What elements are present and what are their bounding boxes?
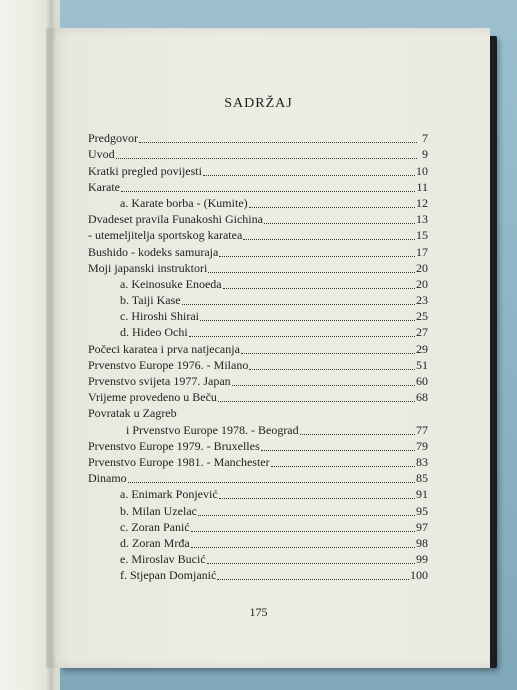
toc-entry-label: Povratak u Zagreb <box>88 406 177 421</box>
toc-leader-dots <box>232 376 415 386</box>
toc-leader-dots <box>217 570 409 580</box>
toc-entry-page: 7 <box>422 131 428 146</box>
toc-leader-dots <box>243 230 415 240</box>
toc-leader-dots <box>207 554 415 564</box>
toc-entry-label: Uvod <box>88 147 115 162</box>
toc-entry <box>88 211 428 227</box>
toc-entry-page: 11 <box>416 179 428 194</box>
toc-entry-page: 95 <box>416 503 428 518</box>
toc-entry-label: Karate <box>88 179 120 194</box>
toc-entry-label: Počeci karatea i prva natjecanja <box>88 341 240 356</box>
toc-entry-page: 85 <box>416 471 428 486</box>
toc-entry-page: 68 <box>416 390 428 405</box>
toc-leader-dots <box>218 392 415 402</box>
toc-entry-label: Vrijeme provedeno u Beču <box>88 390 217 405</box>
toc-leader-dots <box>189 327 415 337</box>
toc-leader-dots <box>191 522 415 532</box>
toc-entry-label: c. Zoran Panić <box>120 519 190 534</box>
toc-entry <box>88 162 428 178</box>
toc-entry-page: 99 <box>416 552 428 567</box>
toc-entry-page: 25 <box>416 309 428 324</box>
toc-entry <box>88 567 428 583</box>
toc-entry <box>88 260 428 276</box>
toc-entry <box>88 243 428 259</box>
toc-leader-dots <box>182 295 415 305</box>
toc-entry-label: Prvenstvo Europe 1979. - Bruxelles <box>88 438 260 453</box>
toc-entry <box>88 227 428 243</box>
toc-entry <box>88 130 428 146</box>
toc-leader-dots <box>200 311 415 321</box>
toc-entry-label: Predgovor <box>88 131 138 146</box>
toc-entry <box>88 470 428 486</box>
toc-leader-dots <box>191 538 415 548</box>
toc-entry <box>88 146 428 162</box>
toc-entry-page: 77 <box>416 422 428 437</box>
toc-entry-page: 97 <box>416 519 428 534</box>
toc-entry-label: Dinamo <box>88 471 127 486</box>
toc-entry <box>88 519 428 535</box>
toc-leader-dots <box>249 360 415 370</box>
toc-leader-dots <box>139 133 417 143</box>
toc-entry-label: Dvadeset pravila Funakoshi Gichina <box>88 212 263 227</box>
toc-entry <box>88 195 428 211</box>
toc-entry <box>88 502 428 518</box>
toc-entry <box>88 357 428 373</box>
toc-entry-page: 100 <box>410 568 428 583</box>
toc-entry-page: 79 <box>416 438 428 453</box>
toc-entry-page: 91 <box>416 487 428 502</box>
toc-entry-label: a. Keinosuke Enoeda <box>120 276 222 291</box>
toc-entry <box>88 551 428 567</box>
toc-entry-page: 17 <box>416 244 428 259</box>
toc-entry-label: Bushido - kodeks samuraja <box>88 244 219 259</box>
toc-leader-dots <box>208 263 415 273</box>
toc-entry-label: a. Enimark Ponjević <box>120 487 218 502</box>
toc-leader-dots <box>219 489 415 499</box>
toc-entry-page: 10 <box>416 163 428 178</box>
toc-entry-page: 29 <box>416 341 428 356</box>
toc-entry-page: 20 <box>416 276 428 291</box>
toc-leader-dots <box>219 247 415 257</box>
page-number: 175 <box>249 605 268 619</box>
toc-leader-dots <box>261 441 415 451</box>
toc-entry <box>88 454 428 470</box>
toc-entry-label: c. Hiroshi Shirai <box>120 309 199 324</box>
toc-entry-page: 12 <box>416 195 428 210</box>
toc-entry-page: 98 <box>416 535 428 550</box>
toc-entry <box>88 179 428 195</box>
toc-leader-dots <box>203 166 415 176</box>
page-title: SADRŽAJ <box>224 96 293 111</box>
toc-entry-page: 20 <box>416 260 428 275</box>
toc-entry-label: Moji japanski instruktori <box>88 260 208 275</box>
toc-entry <box>88 389 428 405</box>
toc-entry <box>88 438 428 454</box>
toc-entry-page: 60 <box>416 374 428 388</box>
toc-entry <box>88 405 428 421</box>
toc-entry <box>88 292 428 308</box>
toc-entry-page: 51 <box>416 357 428 372</box>
toc-leader-dots <box>249 198 415 208</box>
toc-entry-page: 9 <box>422 147 428 162</box>
toc-entry-label: i Prvenstvo Europe 1978. - Beograd <box>126 422 299 437</box>
toc-entry <box>88 324 428 340</box>
toc-entry-page: 23 <box>416 293 428 308</box>
toc-leader-dots <box>198 506 415 516</box>
toc-entry <box>88 373 428 389</box>
toc-entry-label: f. Stjepan Domjanić <box>120 568 217 583</box>
toc-entry <box>88 276 428 292</box>
toc-leader-dots <box>116 149 417 159</box>
toc-entry <box>88 308 428 324</box>
toc-entry-page: 13 <box>416 212 428 227</box>
table-of-contents <box>88 130 428 583</box>
toc-leader-dots <box>271 457 415 467</box>
toc-entry-label: Prvenstvo svijeta 1977. Japan <box>88 374 231 388</box>
toc-entry <box>88 421 428 437</box>
toc-entry-label: Prvenstvo Europe 1976. - Milano <box>88 357 249 372</box>
toc-entry-label: - utemeljitelja sportskog karatea <box>88 228 243 243</box>
toc-entry-label: d. Hideo Ochi <box>120 325 188 340</box>
toc-entry <box>88 486 428 502</box>
toc-leader-dots <box>223 279 415 289</box>
toc-entry-label: Prvenstvo Europe 1981. - Manchester <box>88 454 270 469</box>
toc-entry-label: d. Zoran Mrđa <box>120 535 190 550</box>
toc-leader-dots <box>121 182 415 192</box>
toc-entry-label: Kratki pregled povijesti <box>88 163 202 178</box>
toc-entry-page: 83 <box>416 454 428 469</box>
toc-entry-label: b. Taiji Kase <box>120 293 181 308</box>
toc-entry-label: a. Karate borba - (Kumite) <box>120 195 248 210</box>
toc-entry-label: e. Miroslav Bucić <box>120 552 206 567</box>
toc-leader-dots <box>264 214 415 224</box>
toc-entry-page: 27 <box>416 325 428 340</box>
toc-leader-dots <box>300 425 415 435</box>
toc-leader-dots <box>128 473 415 483</box>
toc-leader-dots <box>241 344 415 354</box>
toc-entry-label: b. Milan Uzelac <box>120 503 197 518</box>
toc-entry-page: 15 <box>416 228 428 243</box>
toc-entry <box>88 535 428 551</box>
toc-entry <box>88 340 428 356</box>
